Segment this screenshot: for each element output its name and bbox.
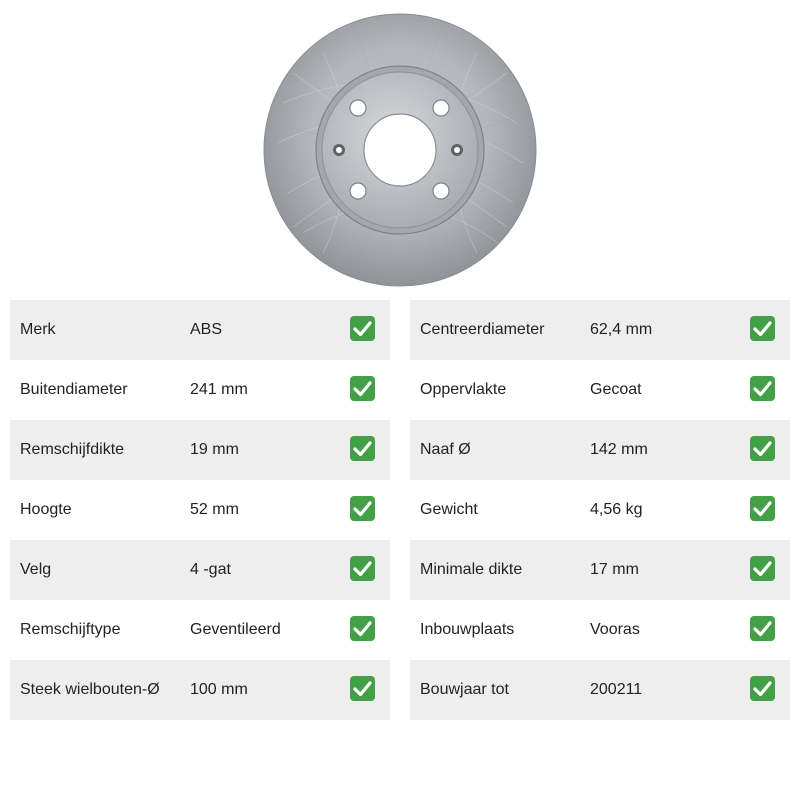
check-icon xyxy=(750,556,775,581)
spec-value: 200211 xyxy=(590,681,643,698)
brake-disc-illustration xyxy=(263,13,537,287)
spec-row xyxy=(10,660,390,720)
spec-label: Bouwjaar tot xyxy=(420,681,509,698)
spec-label: Velg xyxy=(20,561,52,578)
spec-value: Geventileerd xyxy=(190,621,281,638)
spec-label: Gewicht xyxy=(420,501,478,518)
spec-label: Steek wielbouten-Ø xyxy=(20,681,160,698)
spec-value: 62,4 mm xyxy=(590,321,653,338)
spec-label: Inbouwplaats xyxy=(420,621,515,638)
spec-row xyxy=(410,660,790,720)
check-icon xyxy=(750,496,775,521)
spec-row xyxy=(10,360,390,420)
check-icon xyxy=(350,376,375,401)
check-icon xyxy=(750,676,775,701)
spec-value: Gecoat xyxy=(590,381,642,398)
check-icon xyxy=(350,316,375,341)
spec-row xyxy=(410,480,790,540)
specs-table-left xyxy=(10,300,390,720)
spec-value: 17 mm xyxy=(590,561,639,578)
spec-label: Buitendiameter xyxy=(20,381,128,398)
spec-row xyxy=(410,420,790,480)
spec-row xyxy=(410,300,790,360)
check-icon xyxy=(350,676,375,701)
spec-value: 52 mm xyxy=(190,501,239,518)
spec-label: Naaf Ø xyxy=(420,441,471,458)
specs-table-right xyxy=(410,300,790,720)
check-icon xyxy=(750,376,775,401)
spec-label: Oppervlakte xyxy=(420,381,507,398)
check-icon xyxy=(350,496,375,521)
spec-label: Hoogte xyxy=(20,501,72,518)
spec-row xyxy=(410,540,790,600)
spec-value: 241 mm xyxy=(190,381,248,398)
spec-label: Centreerdiameter xyxy=(420,321,545,338)
spec-label: Remschijftype xyxy=(20,621,121,638)
check-icon xyxy=(350,556,375,581)
brake-disc-image xyxy=(263,13,537,287)
spec-label: Minimale dikte xyxy=(420,561,523,578)
check-icon xyxy=(750,616,775,641)
spec-label: Remschijfdikte xyxy=(20,441,125,458)
spec-value: ABS xyxy=(190,321,223,338)
spec-value: Vooras xyxy=(590,621,640,638)
spec-row xyxy=(10,540,390,600)
spec-row xyxy=(10,420,390,480)
spec-value: 142 mm xyxy=(590,441,648,458)
spec-value: 4 -gat xyxy=(190,561,231,578)
spec-row xyxy=(410,600,790,660)
check-icon xyxy=(350,436,375,461)
check-icon xyxy=(350,616,375,641)
spec-row xyxy=(10,600,390,660)
spec-row xyxy=(410,360,790,420)
spec-label: Merk xyxy=(20,321,56,338)
spec-row xyxy=(10,480,390,540)
spec-value: 19 mm xyxy=(190,441,239,458)
spec-value: 4,56 kg xyxy=(590,501,643,518)
spec-value: 100 mm xyxy=(190,681,248,698)
check-icon xyxy=(750,316,775,341)
check-icon xyxy=(750,436,775,461)
spec-row xyxy=(10,300,390,360)
